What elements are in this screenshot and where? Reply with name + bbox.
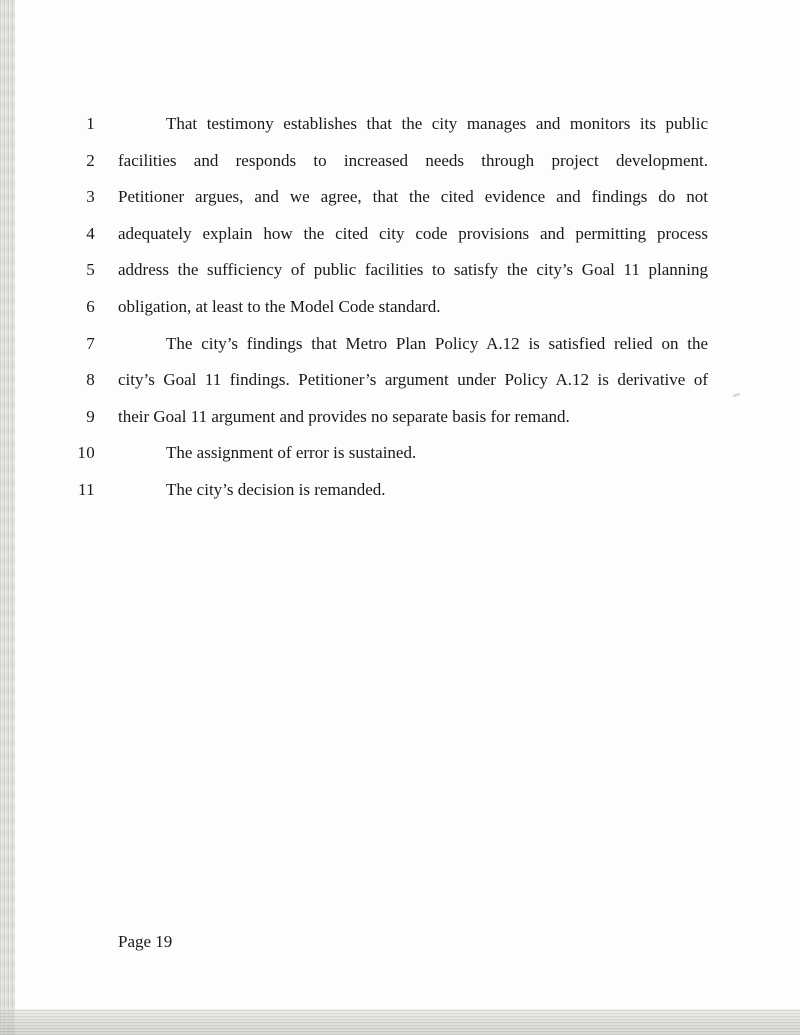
line-number: 3 [86, 187, 95, 207]
line-text: address the sufficiency of public facilities to satisfy the city’s Goal 11 planning [118, 260, 708, 280]
line-number: 10 [77, 443, 95, 463]
document-body [58, 106, 708, 509]
scan-edge-left [0, 0, 15, 1035]
line-number: 5 [86, 260, 95, 280]
scan-artifact-mark [733, 393, 740, 397]
line-number: 2 [86, 150, 95, 170]
line-text: obligation, at least to the Model Code standard. [118, 296, 441, 316]
line-number: 8 [86, 370, 95, 390]
text-line [58, 326, 708, 363]
line-text: The city’s decision is remanded. [166, 479, 386, 499]
text-line [58, 216, 708, 253]
text-line [58, 143, 708, 180]
scan-edge-bottom [0, 1009, 800, 1035]
line-number: 9 [86, 406, 95, 426]
text-line [58, 106, 708, 143]
text-line [58, 472, 708, 509]
line-number: 1 [86, 114, 95, 133]
line-number: 4 [86, 223, 95, 243]
text-line [58, 435, 708, 472]
line-text: city’s Goal 11 findings. Petitioner’s argument under Policy A.12 is derivative of [118, 370, 708, 390]
text-line [58, 362, 708, 399]
text-line [58, 399, 708, 436]
page-number: Page 19 [118, 932, 173, 951]
line-text: Petitioner argues, and we agree, that the cited evidence and findings do not [118, 187, 708, 207]
line-text: The assignment of error is sustained. [166, 443, 417, 463]
line-number: 7 [86, 333, 95, 353]
line-text: adequately explain how the cited city code provisions and permitting process [118, 223, 708, 243]
line-number: 11 [78, 479, 95, 499]
line-number: 6 [86, 296, 95, 316]
text-line [58, 289, 708, 326]
line-text: That testimony establishes that the city manages and monitors its public [166, 114, 708, 133]
line-text: their Goal 11 argument and provides no separate basis for remand. [118, 406, 570, 426]
text-line [58, 179, 708, 216]
line-text: The city’s findings that Metro Plan Policy A.12 is satisfied relied on the [166, 333, 708, 353]
line-text: facilities and responds to increased needs through project development. [118, 150, 708, 170]
text-line [58, 252, 708, 289]
